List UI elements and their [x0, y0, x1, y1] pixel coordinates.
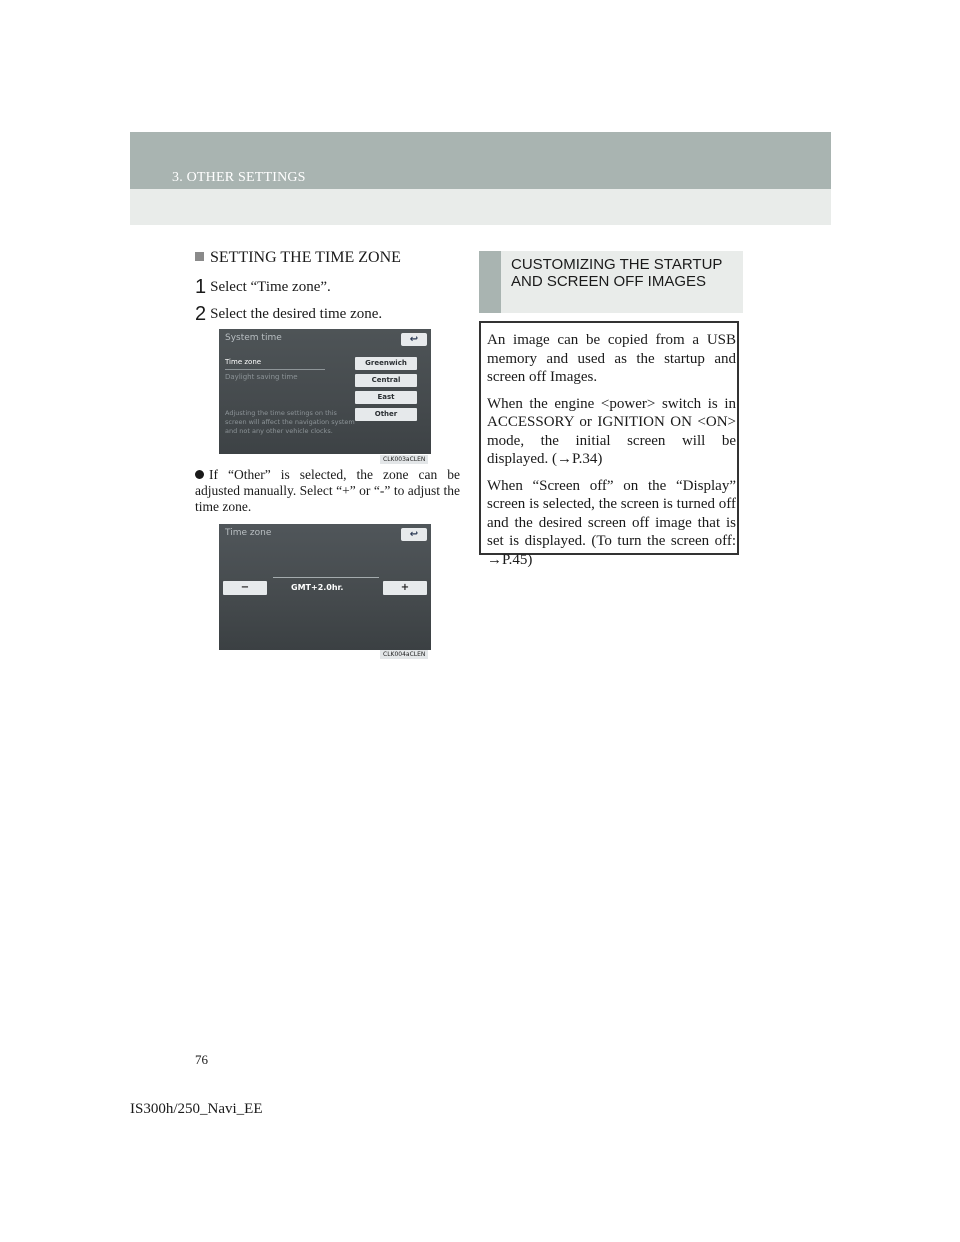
central-button[interactable]: Central	[355, 374, 417, 387]
daylight-saving-row[interactable]: Daylight saving time	[225, 373, 298, 381]
footer-doc-id: IS300h/250_Navi_EE	[130, 1101, 263, 1117]
time-zone-screen	[219, 524, 431, 650]
screen-note: Adjusting the time settings on this screen will affect the navigation system and not any other vehicle clocks.	[225, 409, 355, 435]
side-heading	[479, 251, 743, 313]
screen-title: Time zone	[225, 528, 272, 538]
subheading	[195, 249, 401, 267]
info-paragraph: An image can be copied from a USB memory and used as the startup and screen off Images.	[487, 332, 736, 385]
step-number: 1	[195, 276, 207, 298]
subheading-text: SETTING THE TIME ZONE	[210, 249, 401, 266]
back-button[interactable]: ↩	[401, 528, 427, 541]
screen-title: System time	[225, 333, 282, 343]
side-heading-text: CUSTOMIZING THE STARTUP AND SCREEN OFF IMAGES	[511, 256, 723, 290]
greenwich-button[interactable]: Greenwich	[355, 357, 417, 370]
gmt-value: GMT+2.0hr.	[291, 583, 344, 592]
header-subbar	[130, 189, 831, 225]
square-bullet-icon	[195, 252, 204, 261]
east-button[interactable]: East	[355, 391, 417, 404]
system-time-screen	[219, 329, 431, 454]
heading-accent-bar	[479, 251, 501, 313]
step-text: Select the desired time zone.	[210, 306, 383, 322]
back-button[interactable]: ↩	[401, 333, 427, 346]
plus-button[interactable]: +	[383, 581, 427, 595]
image-code: CLK004aCLEN	[380, 650, 428, 659]
bullet-text: If “Other” is selected, the zone can be adjusted manually. Select “+” or “-” to adjust the time zone.	[195, 467, 460, 514]
bullet-dot-icon	[195, 470, 204, 479]
time-zone-row[interactable]: Time zone	[225, 356, 325, 370]
step-number: 2	[195, 303, 207, 325]
image-code: CLK003aCLEN	[380, 455, 428, 464]
page-number: 76	[195, 1052, 208, 1067]
section-label: 3. OTHER SETTINGS	[172, 170, 306, 185]
step-2	[195, 303, 382, 326]
step-1	[195, 276, 331, 299]
divider	[273, 577, 379, 578]
info-box	[479, 321, 739, 568]
minus-button[interactable]: −	[223, 581, 267, 595]
other-button[interactable]: Other	[355, 408, 417, 421]
step-text: Select “Time zone”.	[210, 279, 331, 295]
bullet-note	[195, 467, 460, 515]
info-paragraph: When the engine <power> switch is in ACCESSORY or IGNITION ON <ON> mode, the initial screen will be displayed. (→P.34)	[487, 395, 736, 467]
info-paragraph: When “Screen off” on the “Display” screen is selected, the screen is turned off and the desired screen off image that is set is displayed. (To turn the screen off: →P.45)	[487, 477, 736, 568]
